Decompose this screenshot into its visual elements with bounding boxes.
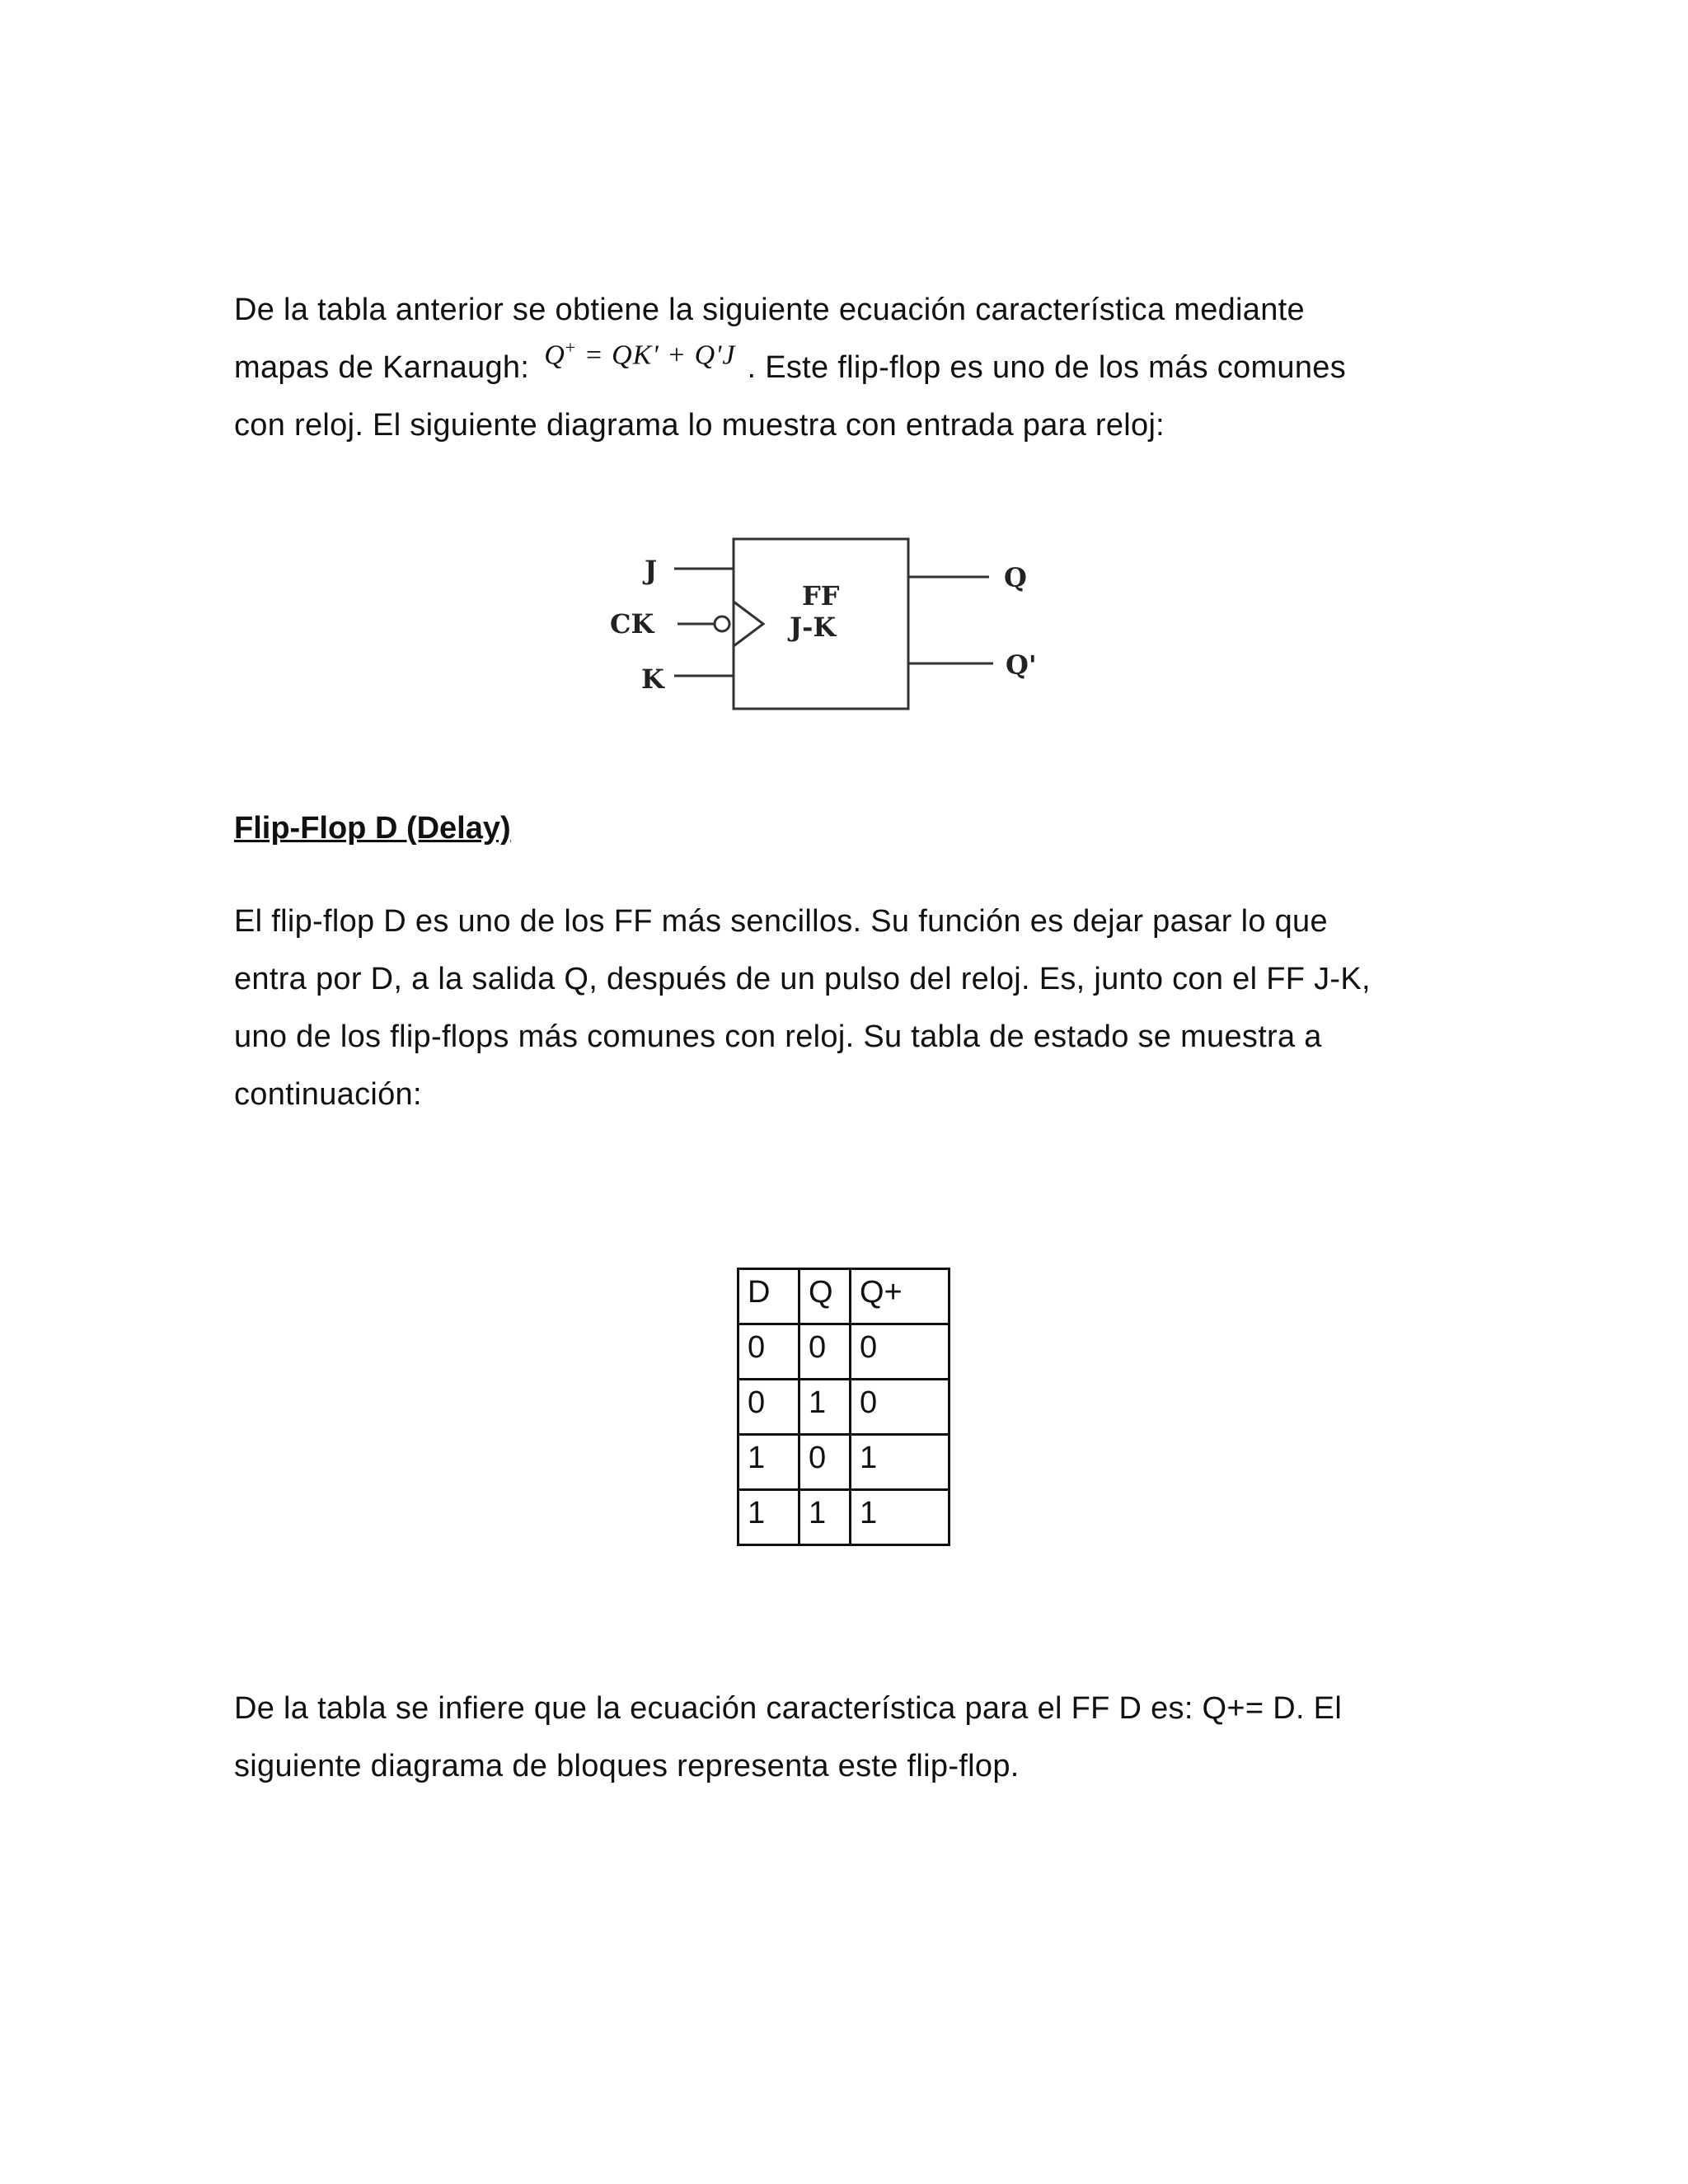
- intro-paragraph: [234, 281, 1346, 454]
- table-header-row: [738, 1269, 950, 1324]
- conclusion-paragraph: [234, 1680, 1342, 1795]
- jk-flip-flop-diagram: [610, 536, 1071, 733]
- block-label-ff: FF: [802, 580, 840, 612]
- paragraph-line: El flip-flop D es uno de los FF más sencillos. Su función es dejar pasar lo que: [234, 904, 1328, 939]
- table-row: [738, 1490, 950, 1545]
- d-flipflop-paragraph: [234, 893, 1371, 1123]
- table-cell: 1: [738, 1435, 799, 1490]
- table-cell: 0: [851, 1380, 950, 1435]
- intro-line-2-after: . Este flip-flop es uno de los más comunes: [747, 350, 1347, 385]
- section-heading: Flip-Flop D (Delay): [234, 811, 511, 846]
- equation-lhs: Q: [544, 340, 565, 371]
- table-cell: 1: [738, 1490, 799, 1545]
- clock-triangle-icon: [734, 602, 763, 646]
- table-cell: 1: [799, 1490, 851, 1545]
- equation-rhs: = QK' + Q'J: [584, 340, 736, 371]
- state-table: [737, 1268, 950, 1546]
- table-header-cell: D: [738, 1269, 799, 1324]
- paragraph-line: De la tabla se infiere que la ecuación característica para el FF D es: Q+= D. El: [234, 1691, 1343, 1726]
- intro-line-3: con reloj. El siguiente diagrama lo muestra con entrada para reloj:: [234, 408, 1165, 443]
- table-cell: 0: [738, 1380, 799, 1435]
- table-header-cell: Q+: [851, 1269, 950, 1324]
- paragraph-line: uno de los flip-flops más comunes con reloj. Su tabla de estado se muestra a: [234, 1019, 1322, 1054]
- paragraph-line: entra por D, a la salida Q, después de un pulso del reloj. Es, junto con el FF J-K,: [234, 962, 1371, 996]
- table-cell: 1: [851, 1435, 950, 1490]
- table-cell: 0: [799, 1324, 851, 1380]
- inversion-bubble-icon: [715, 616, 729, 631]
- block-label-jk: J-K: [790, 612, 837, 643]
- paragraph-line: continuación:: [234, 1077, 422, 1112]
- table-row: [738, 1435, 950, 1490]
- table-cell: 1: [851, 1490, 950, 1545]
- table-row: [738, 1324, 950, 1380]
- input-j-label: J: [645, 555, 658, 586]
- intro-line-1: De la tabla anterior se obtiene la siguiente ecuación característica mediante: [234, 293, 1305, 327]
- output-q-label: Q: [1004, 562, 1027, 593]
- table-cell: 0: [851, 1324, 950, 1380]
- intro-line-2-before: mapas de Karnaugh:: [234, 350, 530, 385]
- intro-line-2: [234, 339, 1346, 396]
- characteristic-equation: [544, 334, 735, 369]
- table-row: [738, 1380, 950, 1435]
- paragraph-line: siguiente diagrama de bloques representa este flip-flop.: [234, 1749, 1020, 1783]
- table-cell: 0: [738, 1324, 799, 1380]
- table-cell: 1: [799, 1380, 851, 1435]
- input-k-label: K: [641, 663, 664, 695]
- input-ck-label: CK: [610, 608, 654, 640]
- output-qn-label: Q': [1006, 649, 1037, 681]
- table-cell: 0: [799, 1435, 851, 1490]
- equation-sup: +: [565, 337, 577, 358]
- table-header-cell: Q: [799, 1269, 851, 1324]
